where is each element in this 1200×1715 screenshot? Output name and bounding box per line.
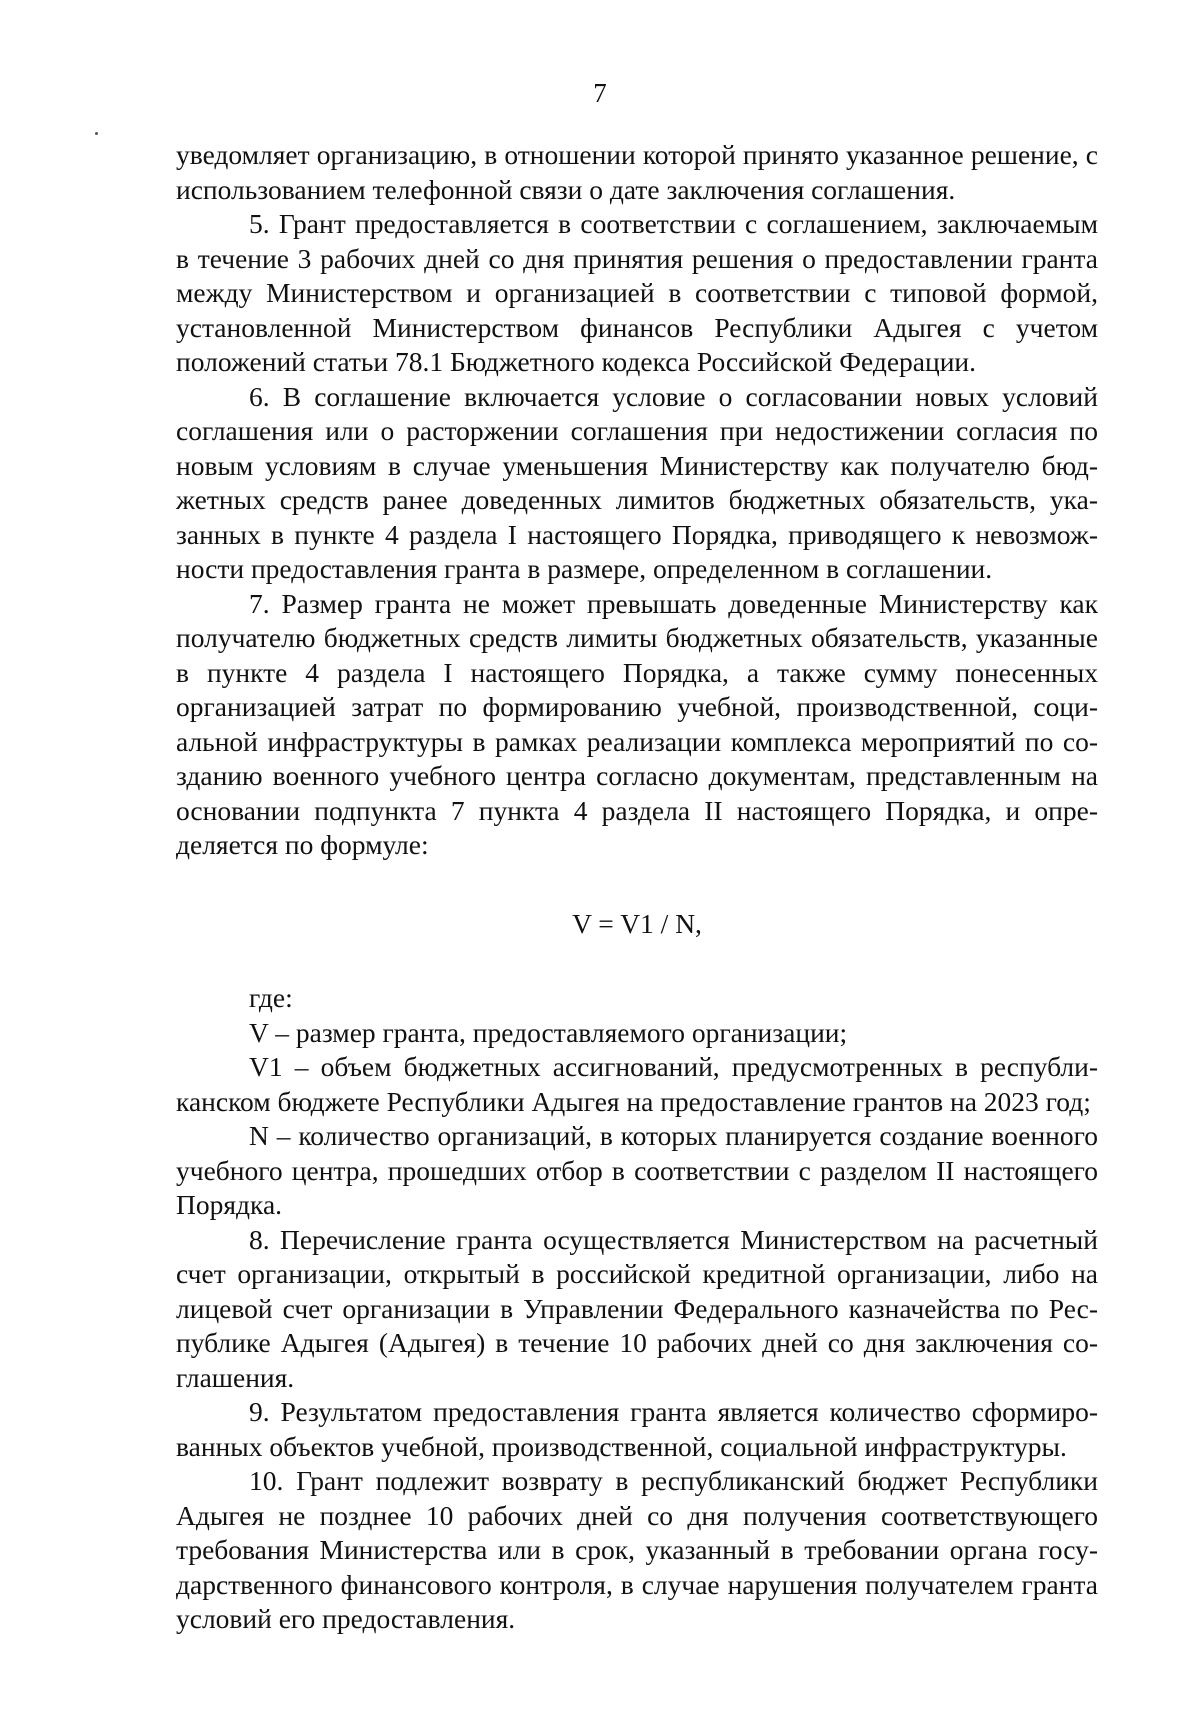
page-number: 7 <box>593 78 607 108</box>
paragraph-item-8: 8. Перечисление гранта осуществляется Министерством на расчетный счет организации, открытый в российской кредитной организации, либо на лицевой счет организации в Управлении Федерального казначейства по Республике Адыгея (Адыгея) в течение 10 рабочих дней со дня заключения соглашения. <box>176 1223 1098 1393</box>
definition-n: N – количество организаций, в которых планируется создание военного учебного центра, прошедших отбор в соответствии с разделом II настоящего Порядка. <box>176 1120 1098 1220</box>
scan-speck <box>95 132 98 135</box>
paragraph-item-9: 9. Результатом предоставления гранта является количество сформированных объектов учебной, производственной, социальной инфраструктуры. <box>176 1396 1098 1462</box>
grant-formula: V = V1 / N, <box>572 907 702 939</box>
paragraph-continuation: уведомляет организацию, в отношении которой принято указанное решение, с использованием телефонной связи о дате заключения соглашения. <box>176 139 1098 205</box>
definition-v: V – размер гранта, предоставляемого организации; <box>249 1016 848 1048</box>
paragraph-item-7: 7. Размер гранта не может превышать доведенные Министерству как получателю бюджетных средств лимиты бюджетных обязательств, указанные в пункте 4 раздела I настоящего Порядка, а также сумму понесенных организацией затрат по формированию учебной, производственной, социальной инфраструктуры в рамках реализации комплекса мероприятий по созданию военного учебного центра согласно документам, представленным на основании подпункта 7 пункта 4 раздела II настоящего Порядка, и определяется по формуле: <box>176 587 1098 860</box>
paragraph-item-6: 6. В соглашение включается условие о согласовании новых условий соглашения или о расторжении соглашения при недостижении согласия по новым условиям в случае уменьшения Министерству как получателю бюджетных средств ранее доведенных лимитов бюджетных обязательств, указанных в пункте 4 раздела I настоящего Порядка, приводящего к невозможности предоставления гранта в размере, определенном в соглашении. <box>176 380 1098 584</box>
document-body <box>176 138 1098 1637</box>
paragraph-item-10: 10. Грант подлежит возврату в республиканский бюджет Республики Адыгея не позднее 10 рабочих дней со дня получения соответствующего требования Министерства или в срок, указанный в требовании органа государственного финансового контроля, в случае нарушения получателем гранта условий его предоставления. <box>176 1465 1098 1634</box>
definition-v1: V1 – объем бюджетных ассигнований, предусмотренных в республиканском бюджете Республики Адыгея на предоставление грантов на 2023 год; <box>176 1051 1098 1117</box>
paragraph-item-5: 5. Грант предоставляется в соответствии с соглашением, заключаемым в течение 3 рабочих дней со дня принятия решения о предоставлении гранта между Министерством и организацией в соответствии с типовой формой, установленной Министерством финансов Республики Адыгея с учетом положений статьи 78.1 Бюджетного кодекса Российской Федерации. <box>176 208 1098 377</box>
where-label: где: <box>249 982 293 1013</box>
